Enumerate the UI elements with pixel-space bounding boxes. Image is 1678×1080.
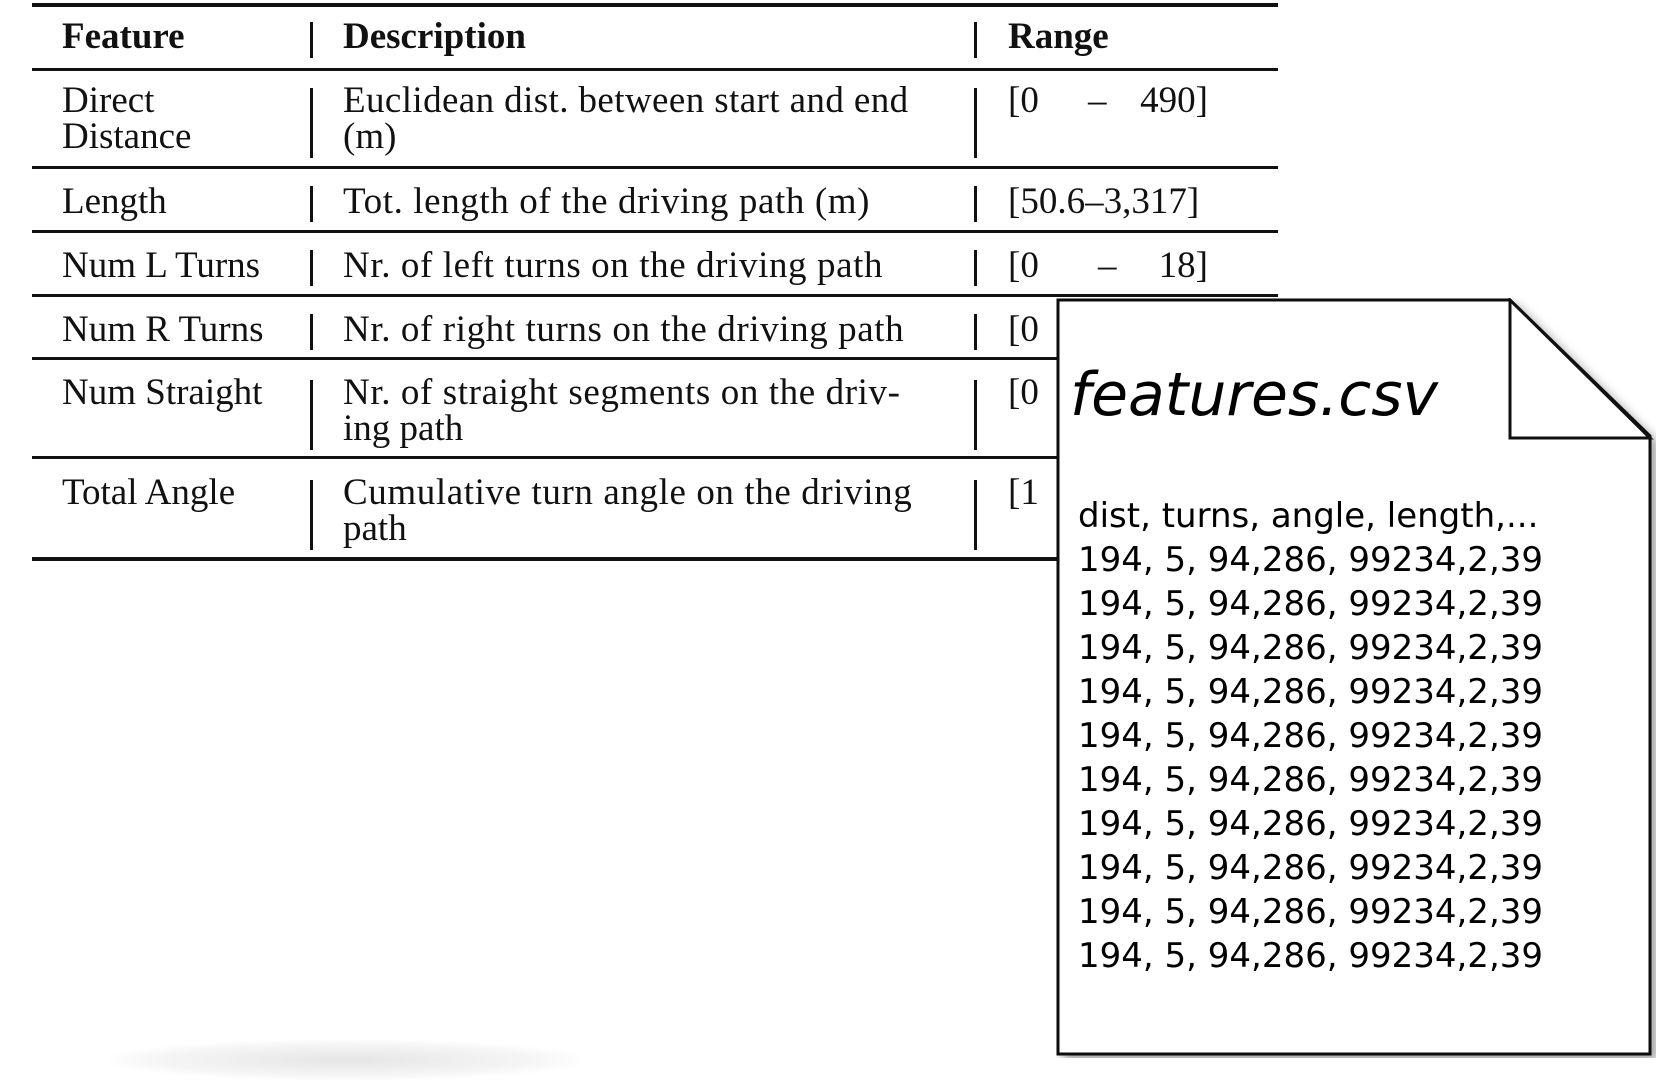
csv-data-line: 194, 5, 94,286, 99234,2,39 xyxy=(1078,936,1544,976)
header-description: Description xyxy=(343,16,526,57)
table-row-description: ing path xyxy=(343,408,464,449)
column-separator xyxy=(974,480,977,550)
table-row-range: [1 xyxy=(1008,472,1039,513)
csv-data-line: 194, 5, 94,286, 99234,2,39 xyxy=(1078,716,1544,756)
csv-data-line: 194, 5, 94,286, 99234,2,39 xyxy=(1078,628,1544,668)
range-max: 490] xyxy=(1140,80,1208,121)
table-row-description: Nr. of straight segments on the driv- xyxy=(343,372,901,413)
table-row-range: [0 xyxy=(1008,309,1039,350)
table-row-feature: Total Angle xyxy=(62,472,236,513)
column-separator xyxy=(974,22,977,58)
table-row-range xyxy=(1008,82,1218,122)
table-row-range: [0 xyxy=(1008,372,1039,413)
column-separator xyxy=(310,22,313,58)
header-range: Range xyxy=(1008,16,1109,57)
csv-data-line: 194, 5, 94,286, 99234,2,39 xyxy=(1078,892,1544,932)
csv-header-line: dist, turns, angle, length,... xyxy=(1078,496,1539,536)
table-row-rule xyxy=(32,294,1278,297)
column-separator xyxy=(974,88,977,158)
column-separator xyxy=(310,380,313,450)
column-separator xyxy=(310,480,313,550)
column-separator xyxy=(974,250,977,286)
csv-data-line: 194, 5, 94,286, 99234,2,39 xyxy=(1078,848,1544,888)
document-folded-corner xyxy=(1510,300,1650,438)
csv-data-line: 194, 5, 94,286, 99234,2,39 xyxy=(1078,672,1544,712)
table-row-range xyxy=(1008,247,1218,287)
csv-data-line: 194, 5, 94,286, 99234,2,39 xyxy=(1078,760,1544,800)
table-row-description: Nr. of left turns on the driving path xyxy=(343,245,884,286)
range-min: [0 xyxy=(1008,80,1039,121)
table-row-feature: Direct xyxy=(62,80,155,121)
table-row-feature: Num L Turns xyxy=(62,245,261,286)
csv-file-document xyxy=(1056,298,1656,1058)
table-row-feature: Distance xyxy=(62,116,192,157)
file-name: features.csv xyxy=(1070,360,1439,430)
csv-data-line: 194, 5, 94,286, 99234,2,39 xyxy=(1078,584,1544,624)
table-top-rule xyxy=(32,3,1278,7)
table-header-rule xyxy=(32,68,1278,71)
column-separator xyxy=(310,250,313,286)
table-row-description: Tot. length of the driving path (m) xyxy=(343,181,871,222)
column-separator xyxy=(974,186,977,222)
column-separator xyxy=(310,314,313,350)
csv-content xyxy=(1078,494,1543,978)
table-row-description: path xyxy=(343,508,407,549)
table-row-range: [50.6–3,317] xyxy=(1008,181,1200,222)
range-max: 18] xyxy=(1158,245,1208,286)
table-row-feature: Num R Turns xyxy=(62,309,264,350)
table-row-description: (m) xyxy=(343,116,397,157)
range-dash: – xyxy=(1088,80,1107,121)
range-min: [0 xyxy=(1008,245,1039,286)
column-separator xyxy=(310,88,313,158)
decorative-shadow xyxy=(110,1040,580,1080)
table-row-description: Cumulative turn angle on the driving xyxy=(343,472,913,513)
table-row-description: Nr. of right turns on the driving path xyxy=(343,309,905,350)
table-row-rule xyxy=(32,230,1278,233)
column-separator xyxy=(974,380,977,450)
table-row-rule xyxy=(32,166,1278,169)
table-row-feature: Length xyxy=(62,181,167,222)
header-feature: Feature xyxy=(62,16,185,57)
csv-data-line: 194, 5, 94,286, 99234,2,39 xyxy=(1078,540,1544,580)
csv-data-line: 194, 5, 94,286, 99234,2,39 xyxy=(1078,804,1544,844)
column-separator xyxy=(310,186,313,222)
table-row-description: Euclidean dist. between start and end xyxy=(343,80,909,121)
range-dash: – xyxy=(1098,245,1117,286)
table-row-feature: Num Straight xyxy=(62,372,263,413)
column-separator xyxy=(974,314,977,350)
